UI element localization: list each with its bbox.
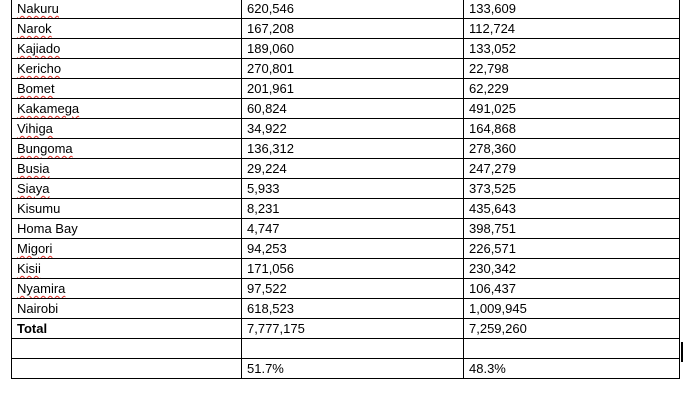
value-cell-col3[interactable] — [464, 99, 680, 119]
value-cell-col3-text: 230,342 — [469, 261, 516, 276]
table-row — [12, 39, 680, 59]
value-cell-col2-text: 189,060 — [247, 41, 294, 56]
total-label-cell[interactable] — [12, 319, 242, 339]
value-cell-col3[interactable] — [464, 0, 680, 19]
table-row — [12, 219, 680, 239]
value-cell-col3[interactable] — [464, 279, 680, 299]
value-cell-col3[interactable] — [464, 79, 680, 99]
value-cell-col3-text: 1,009,945 — [469, 301, 527, 316]
value-cell-col2-text: 29,224 — [247, 161, 287, 176]
county-cell[interactable] — [12, 119, 242, 139]
value-cell-col2[interactable] — [242, 139, 464, 159]
value-cell-col3-text: 435,643 — [469, 201, 516, 216]
percent-col2-cell[interactable] — [242, 359, 464, 379]
table-row — [12, 119, 680, 139]
value-cell-col3[interactable] — [464, 59, 680, 79]
value-cell-col2[interactable] — [242, 0, 464, 19]
value-cell-col3[interactable] — [464, 259, 680, 279]
value-cell-col2-text: 60,824 — [247, 101, 287, 116]
value-cell-col2[interactable] — [242, 79, 464, 99]
county-cell-text: Siaya — [17, 181, 50, 196]
value-cell-col3[interactable] — [464, 179, 680, 199]
county-cell[interactable] — [12, 259, 242, 279]
county-cell-text: Bomet — [17, 81, 55, 96]
value-cell-col3-text: 133,052 — [469, 41, 516, 56]
county-cell-text: Kajiado — [17, 41, 61, 56]
county-cell-text: Nyamira — [17, 281, 66, 296]
table-row — [12, 79, 680, 99]
value-cell-col2[interactable] — [242, 39, 464, 59]
value-cell-col2-text: 5,933 — [247, 181, 280, 196]
value-cell-col2-text: 171,056 — [247, 261, 294, 276]
county-cell[interactable] — [12, 59, 242, 79]
value-cell-col3[interactable] — [464, 119, 680, 139]
table-row — [12, 159, 680, 179]
county-cell[interactable] — [12, 19, 242, 39]
value-cell-col2-text: 94,253 — [247, 241, 287, 256]
table-row — [12, 299, 680, 319]
value-cell-col3-text: 133,609 — [469, 1, 516, 16]
table-row — [12, 59, 680, 79]
table-row — [12, 279, 680, 299]
value-cell-col3-text: 226,571 — [469, 241, 516, 256]
county-cell-text: Kericho — [17, 61, 62, 76]
county-cell-text: Migori — [17, 241, 53, 256]
table-row — [12, 0, 680, 19]
county-cell[interactable] — [12, 199, 242, 219]
county-cell-text: Nakuru — [17, 1, 59, 16]
value-cell-col3-text: 247,279 — [469, 161, 516, 176]
total-col2-cell[interactable] — [242, 319, 464, 339]
percent-row — [12, 359, 680, 379]
percent-col3-cell[interactable] — [464, 359, 680, 379]
county-cell-text: Kisii — [17, 261, 41, 276]
empty-cell[interactable] — [464, 339, 680, 359]
value-cell-col3-text: 278,360 — [469, 141, 516, 156]
total-col3-cell[interactable] — [464, 319, 680, 339]
county-cell[interactable] — [12, 99, 242, 119]
value-cell-col2-text: 34,922 — [247, 121, 287, 136]
county-cell-text: Vihiga — [17, 121, 53, 136]
county-cell[interactable] — [12, 79, 242, 99]
value-cell-col3[interactable] — [464, 239, 680, 259]
value-cell-col2[interactable] — [242, 59, 464, 79]
county-cell-text: Homa Bay — [17, 221, 78, 236]
value-cell-col3-text: 164,868 — [469, 121, 516, 136]
value-cell-col3[interactable] — [464, 39, 680, 59]
value-cell-col2-text: 136,312 — [247, 141, 294, 156]
percent-col3-cell-text: 48.3% — [469, 361, 506, 376]
value-cell-col2[interactable] — [242, 279, 464, 299]
value-cell-col2[interactable] — [242, 259, 464, 279]
total-label-cell-text: Total — [17, 321, 48, 336]
value-cell-col2-text: 97,522 — [247, 281, 287, 296]
value-cell-col2-text: 270,801 — [247, 61, 294, 76]
percent-col2-cell-text: 51.7% — [247, 361, 284, 376]
value-cell-col2[interactable] — [242, 199, 464, 219]
value-cell-col2-text: 618,523 — [247, 301, 294, 316]
value-cell-col2[interactable] — [242, 219, 464, 239]
value-cell-col3-text: 62,229 — [469, 81, 509, 96]
value-cell-col2[interactable] — [242, 119, 464, 139]
county-cell[interactable] — [12, 159, 242, 179]
table-body — [12, 0, 680, 379]
value-cell-col2[interactable] — [242, 239, 464, 259]
table-row — [12, 239, 680, 259]
value-cell-col3[interactable] — [464, 19, 680, 39]
value-cell-col3-text: 106,437 — [469, 281, 516, 296]
table-row — [12, 99, 680, 119]
value-cell-col3[interactable] — [464, 159, 680, 179]
value-cell-col2[interactable] — [242, 19, 464, 39]
value-cell-col2[interactable] — [242, 179, 464, 199]
county-cell[interactable] — [12, 279, 242, 299]
value-cell-col2-text: 201,961 — [247, 81, 294, 96]
table-row — [12, 259, 680, 279]
value-cell-col3[interactable] — [464, 219, 680, 239]
table-row — [12, 199, 680, 219]
total-row — [12, 319, 680, 339]
total-col3-cell-text: 7,259,260 — [469, 321, 527, 336]
total-col2-cell-text: 7,777,175 — [247, 321, 305, 336]
value-cell-col3-text: 398,751 — [469, 221, 516, 236]
county-cell[interactable] — [12, 299, 242, 319]
table-row — [12, 139, 680, 159]
value-cell-col3[interactable] — [464, 199, 680, 219]
county-cell[interactable] — [12, 179, 242, 199]
value-cell-col3-text: 22,798 — [469, 61, 509, 76]
empty-cell[interactable] — [12, 339, 242, 359]
county-cell[interactable] — [12, 219, 242, 239]
county-cell-text: Narok — [17, 21, 52, 36]
value-cell-col3-text: 112,724 — [469, 21, 516, 36]
value-cell-col3[interactable] — [464, 299, 680, 319]
value-cell-col3-text: 491,025 — [469, 101, 516, 116]
county-cell[interactable] — [12, 39, 242, 59]
county-cell[interactable] — [12, 139, 242, 159]
empty-cell[interactable] — [12, 359, 242, 379]
value-cell-col3[interactable] — [464, 139, 680, 159]
county-cell-text: Busia — [17, 161, 50, 176]
value-cell-col2-text: 620,546 — [247, 1, 294, 16]
county-cell-text: Nairobi — [17, 301, 59, 316]
value-cell-col2-text: 8,231 — [247, 201, 280, 216]
table-edge-mark — [681, 342, 683, 362]
county-cell-text: Kisumu — [17, 201, 61, 216]
county-cell-text: Kakamega — [17, 101, 80, 116]
table-row — [12, 19, 680, 39]
county-cell[interactable] — [12, 0, 242, 19]
empty-cell[interactable] — [242, 339, 464, 359]
value-cell-col2[interactable] — [242, 299, 464, 319]
county-cell-text: Bungoma — [17, 141, 73, 156]
value-cell-col2-text: 4,747 — [247, 221, 280, 236]
county-vote-table — [11, 0, 680, 379]
value-cell-col2-text: 167,208 — [247, 21, 294, 36]
value-cell-col2[interactable] — [242, 159, 464, 179]
value-cell-col3-text: 373,525 — [469, 181, 516, 196]
table-row — [12, 179, 680, 199]
county-cell[interactable] — [12, 239, 242, 259]
value-cell-col2[interactable] — [242, 99, 464, 119]
empty-row — [12, 339, 680, 359]
